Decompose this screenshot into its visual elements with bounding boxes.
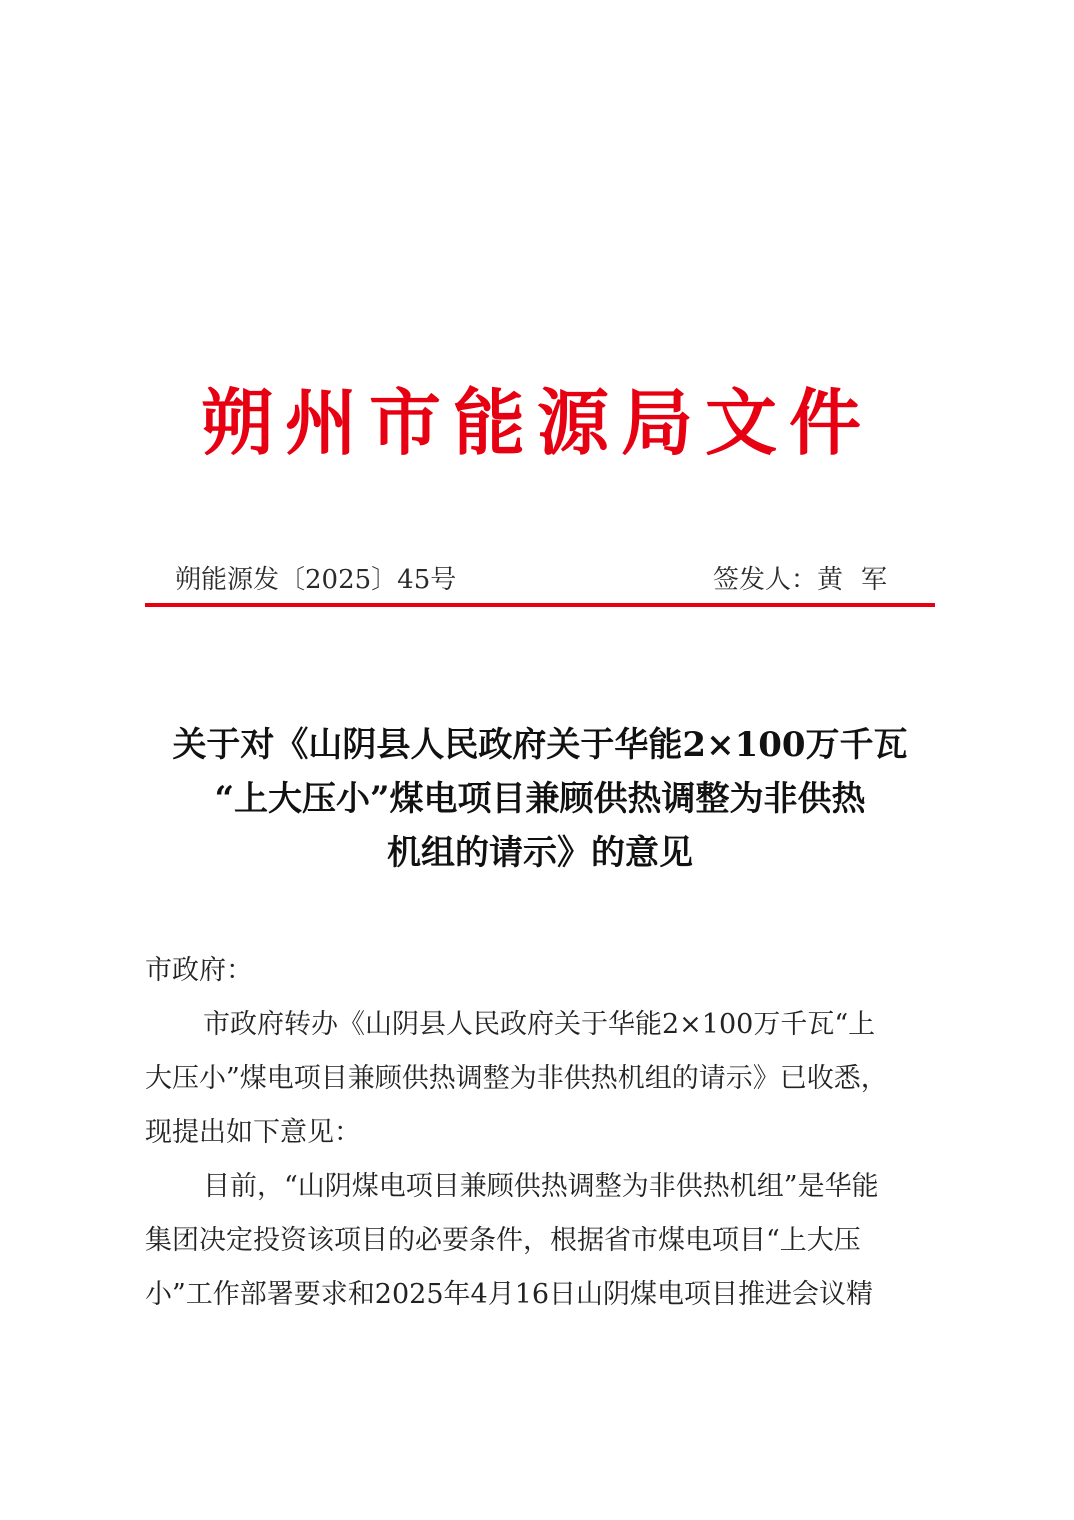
salutation: 市政府： [145,955,253,986]
title-line: 关于对《山阴县人民政府关于华能2×100万千瓦 [172,725,908,765]
title-line: “上大压小”煤电项目兼顾供热调整为非供热 [214,779,866,819]
paragraph-line: 集团决定投资该项目的必要条件，根据省市煤电项目“上大压 [145,1225,861,1256]
document-header-line [145,560,935,600]
signer-label: 签发人： [712,565,817,595]
paragraph-line: 市政府转办《山阴县人民政府关于华能2×100万千瓦“上 [203,1009,876,1040]
paragraph-line: 小”工作部署要求和2025年4月16日山阴煤电项目推进会议精 [145,1279,874,1310]
paragraph-line: 目前，“山阴煤电项目兼顾供热调整为非供热机组”是华能 [203,1171,879,1202]
document-title [145,718,935,880]
title-line: 机组的请示》的意见 [387,833,693,873]
document-number: 朔能源发〔2025〕45号 [175,565,457,595]
paragraph-line: 现提出如下意见： [145,1117,361,1148]
document-body [145,944,930,1322]
signer-name: 黄军 [816,565,905,595]
signer-block [713,560,905,600]
masthead-title: 朔州市能源局文件 [200,380,873,465]
red-divider-line [145,603,935,607]
paragraph-line: 大压小”煤电项目兼顾供热调整为非供热机组的请示》已收悉， [145,1063,888,1094]
